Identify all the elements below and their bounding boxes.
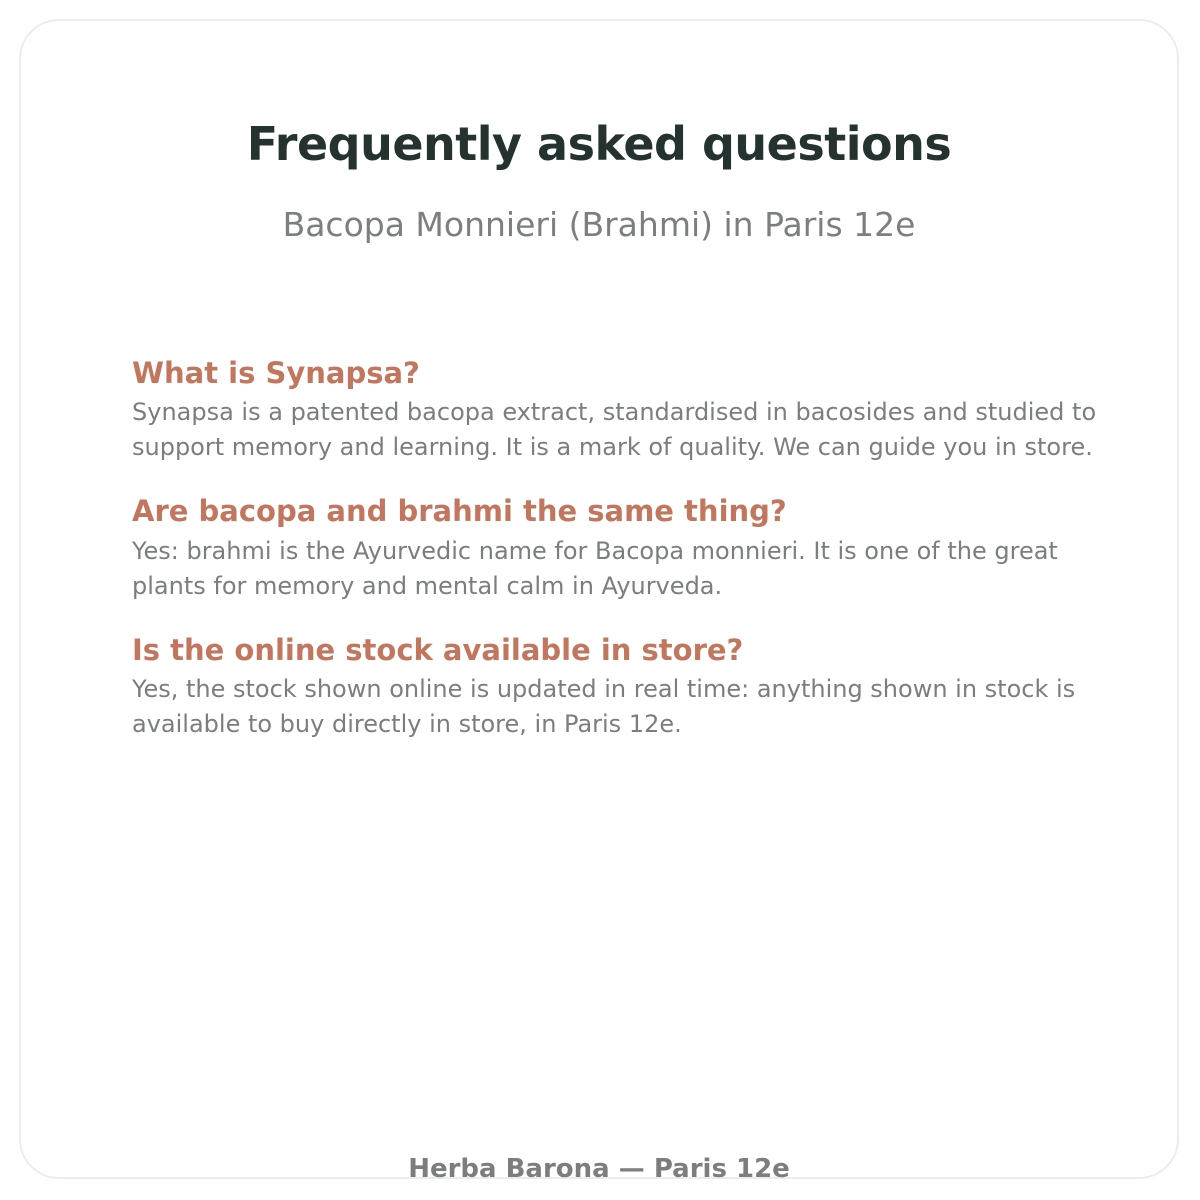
- page-subtitle: Bacopa Monnieri (Brahmi) in Paris 12e: [282, 205, 916, 244]
- faq-question: Is the online stock available in store?: [132, 632, 744, 667]
- faq-question: Are bacopa and brahmi the same thing?: [132, 494, 787, 529]
- faq-answer: Yes: brahmi is the Ayurvedic name for Bacopa monnieri. It is one of the great plants for memory and mental calm in Ayurveda.: [132, 536, 1058, 600]
- faq-item-synapsa: [132, 355, 1122, 465]
- faq-answer: Synapsa is a patented bacopa extract, standardised in bacosides and studied to support memory and learning. It is a mark of quality. We can guide you in store.: [132, 398, 1097, 462]
- faq-item-online-stock: [132, 632, 1122, 742]
- faq-list: [132, 355, 1122, 770]
- faq-card: [19, 19, 1179, 1184]
- faq-answer: Yes, the stock shown online is updated in real time: anything shown in stock is available to buy directly in store, in Paris 12e.: [132, 674, 1076, 738]
- faq-question: What is Synapsa?: [132, 356, 420, 390]
- footer-brand: Herba Barona — Paris 12e: [408, 1154, 790, 1184]
- page-title: Frequently asked questions: [246, 117, 952, 171]
- faq-item-bacopa-brahmi: [132, 493, 1122, 603]
